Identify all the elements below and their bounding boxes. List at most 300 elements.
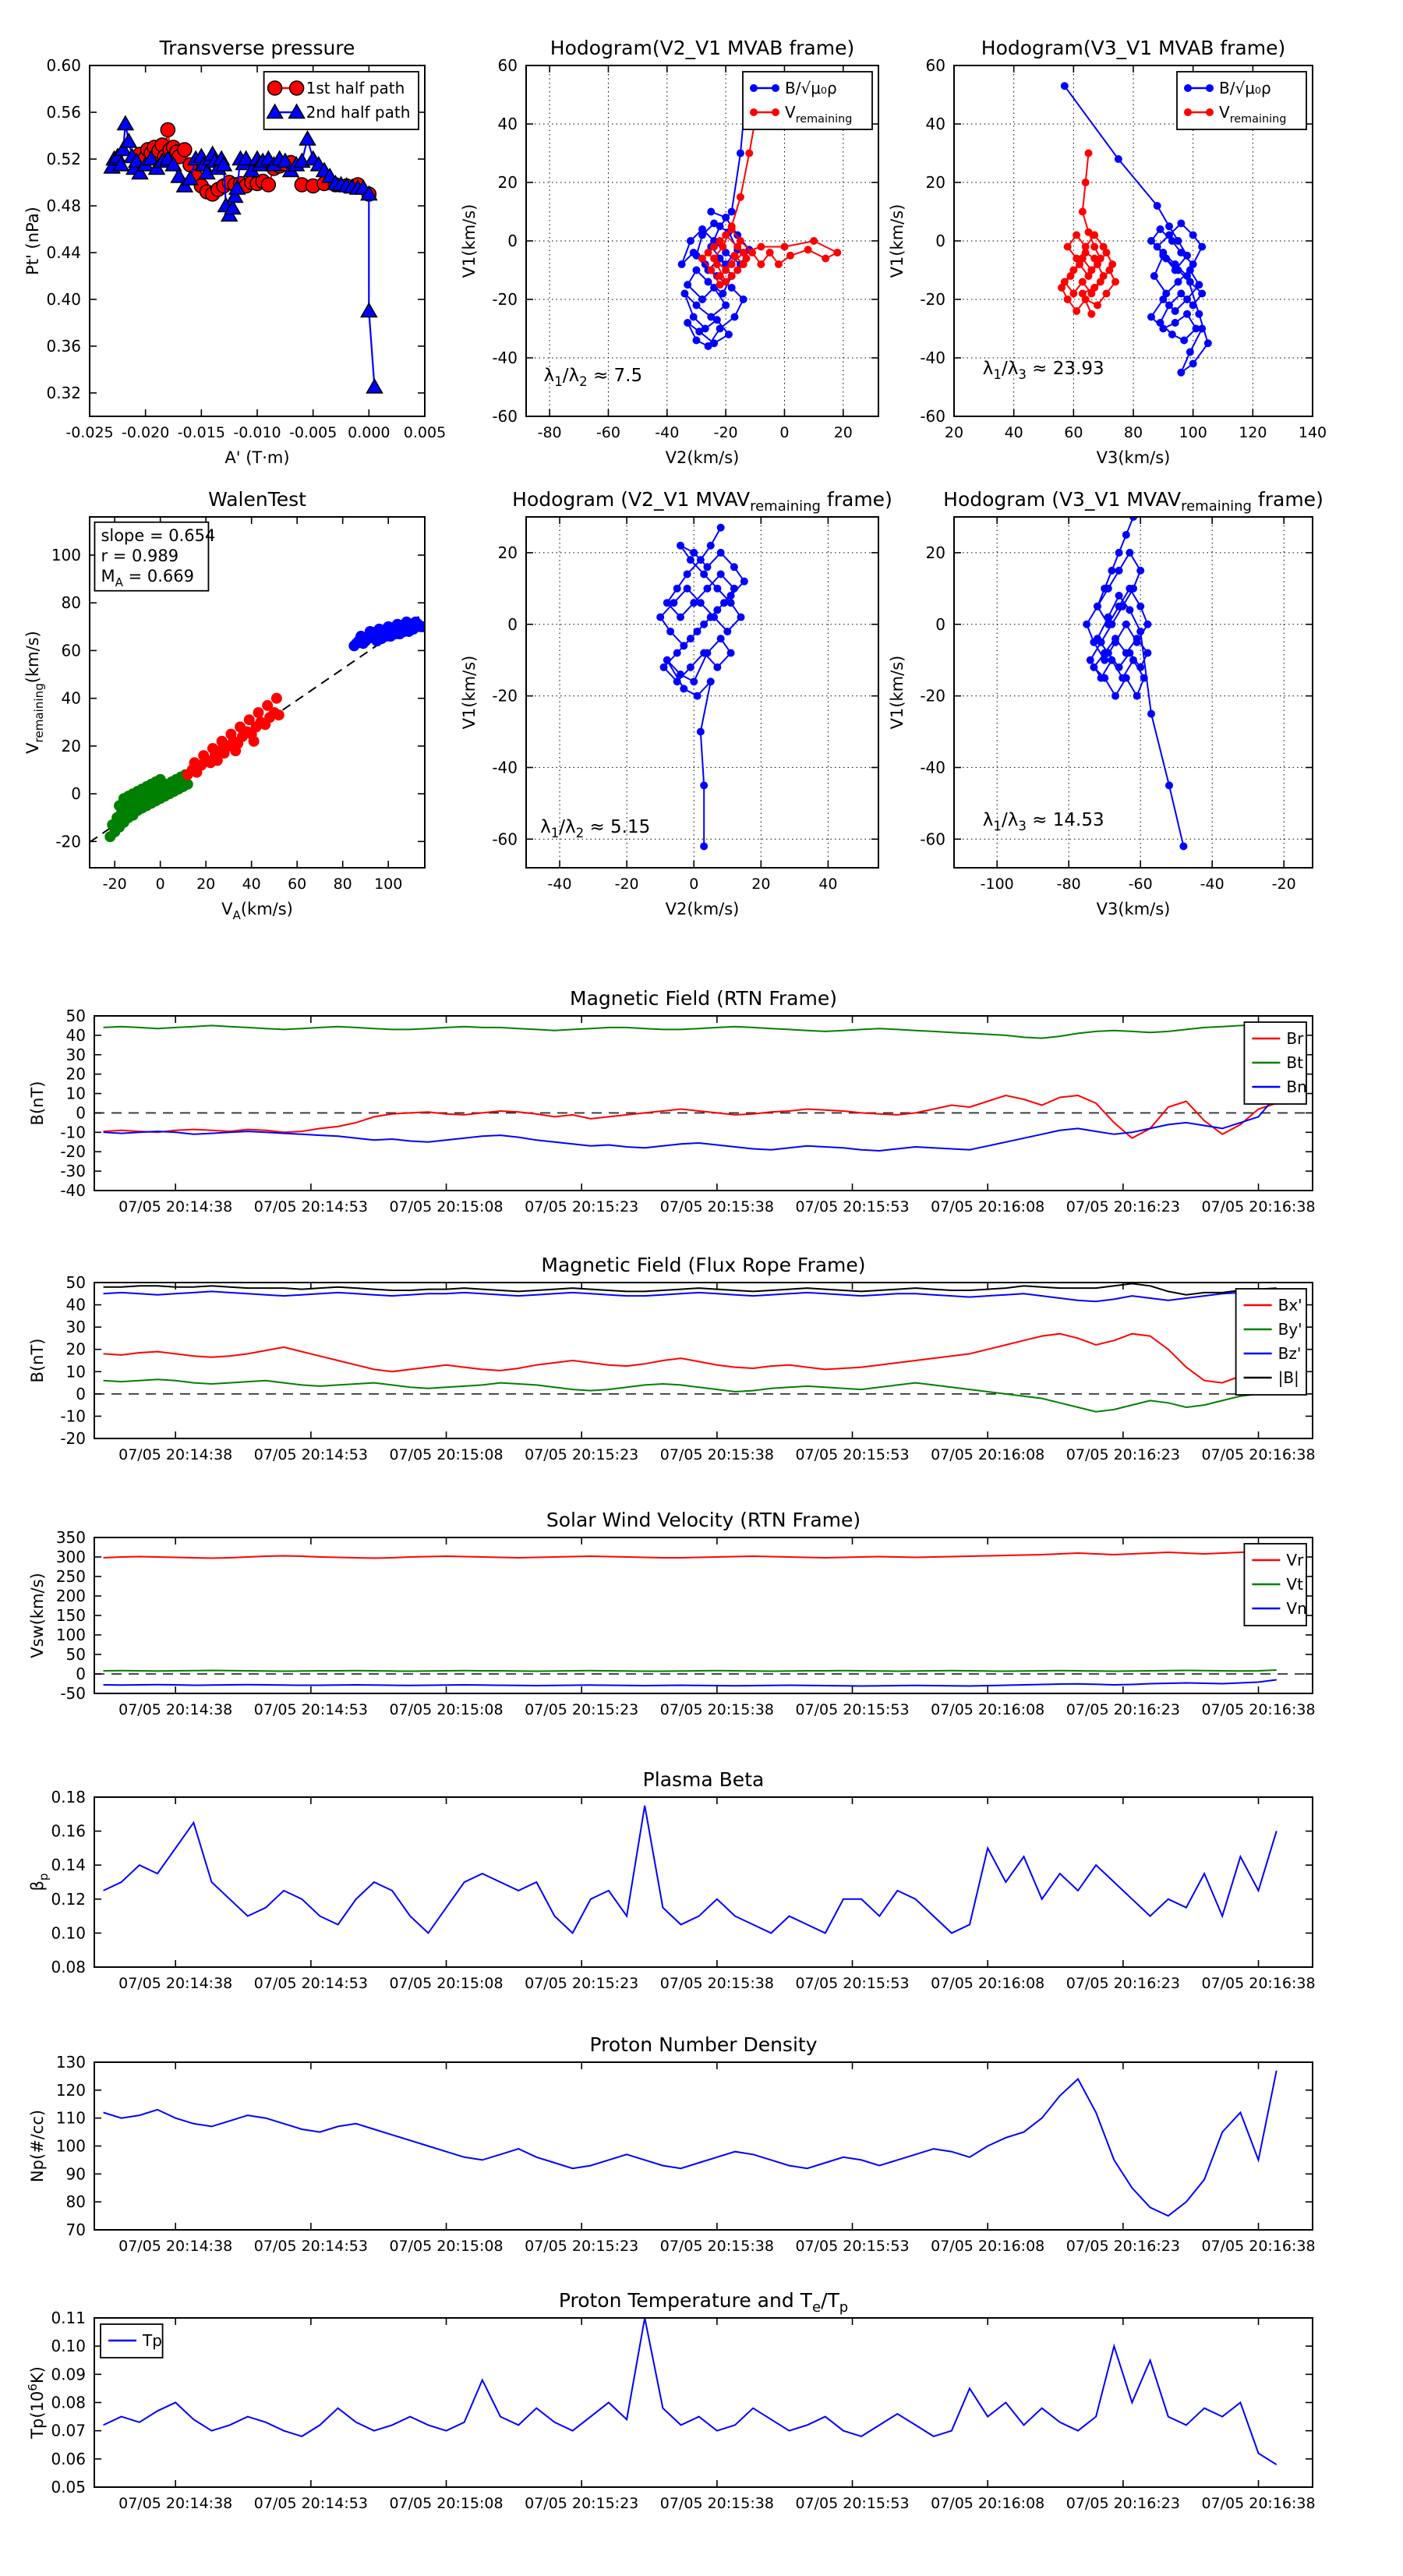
x-tick-label: 40 bbox=[818, 876, 838, 893]
x-tick-label: 07/05 20:15:53 bbox=[795, 1198, 910, 1215]
circle-marker bbox=[1069, 290, 1077, 298]
y-tick-label: -20 bbox=[492, 290, 518, 309]
y-tick-label: 20 bbox=[497, 173, 518, 192]
legend-label: B/√μ₀ρ bbox=[785, 79, 837, 97]
circle-marker bbox=[703, 563, 711, 571]
circle-marker bbox=[1183, 272, 1191, 280]
circle-marker bbox=[750, 108, 758, 116]
chart-vsw-rtn bbox=[28, 1509, 1316, 1718]
circle-marker bbox=[1090, 663, 1097, 671]
circle-marker bbox=[1079, 208, 1087, 216]
circle-marker bbox=[253, 707, 263, 718]
y-tick-label: 120 bbox=[55, 2080, 86, 2100]
x-tick-label: -40 bbox=[655, 424, 680, 441]
y-tick-label: -10 bbox=[60, 1407, 86, 1426]
circle-marker bbox=[748, 249, 756, 257]
circle-marker bbox=[786, 252, 794, 260]
circle-marker bbox=[713, 316, 721, 324]
y-tick-label: -20 bbox=[60, 1142, 86, 1162]
circle-marker bbox=[745, 150, 753, 157]
circle-marker bbox=[722, 278, 730, 286]
circle-marker bbox=[290, 81, 304, 95]
circle-marker bbox=[728, 284, 736, 292]
y-tick-label: -60 bbox=[920, 830, 945, 849]
circle-marker bbox=[737, 237, 744, 245]
chart-title: Hodogram(V2_V1 MVAB frame) bbox=[550, 37, 855, 59]
circle-marker bbox=[656, 614, 664, 621]
plot-area bbox=[94, 1797, 1313, 1967]
y-tick-label: 20 bbox=[61, 736, 81, 755]
circle-marker bbox=[757, 260, 765, 268]
circle-marker bbox=[1083, 621, 1090, 628]
x-tick-label: 07/05 20:15:53 bbox=[795, 2495, 910, 2512]
plot-area bbox=[94, 2062, 1313, 2230]
y-tick-label: 350 bbox=[55, 1528, 86, 1547]
y-tick-label: -20 bbox=[60, 1429, 86, 1448]
circle-marker bbox=[810, 237, 818, 245]
x-tick-label: 100 bbox=[374, 876, 403, 893]
circle-marker bbox=[1172, 260, 1179, 268]
x-tick-label: 07/05 20:16:38 bbox=[1201, 2238, 1316, 2255]
x-tick-label: 20 bbox=[833, 424, 853, 441]
y-tick-label: 100 bbox=[51, 545, 81, 564]
circle-marker bbox=[1147, 237, 1155, 245]
y-tick-label: 250 bbox=[55, 1567, 86, 1586]
x-tick-label: 07/05 20:14:38 bbox=[118, 1975, 233, 1992]
chart-title: Magnetic Field (RTN Frame) bbox=[570, 987, 837, 1010]
circle-marker bbox=[1189, 302, 1197, 310]
y-tick-label: 0.06 bbox=[51, 2449, 86, 2468]
x-tick-label: 07/05 20:15:38 bbox=[659, 2238, 774, 2255]
x-tick-label: 07/05 20:15:08 bbox=[389, 1446, 504, 1463]
circle-marker bbox=[1103, 290, 1111, 298]
circle-marker bbox=[698, 255, 706, 263]
x-tick-label: -80 bbox=[537, 424, 562, 441]
circle-marker bbox=[189, 757, 200, 768]
circle-marker bbox=[1104, 585, 1112, 593]
circle-marker bbox=[666, 628, 674, 635]
x-tick-label: 07/05 20:15:53 bbox=[795, 1975, 910, 1992]
chart-plasma-beta bbox=[28, 1768, 1316, 1992]
circle-marker bbox=[772, 84, 779, 92]
circle-marker bbox=[1094, 635, 1101, 642]
x-tick-label: 07/05 20:15:38 bbox=[659, 1446, 774, 1463]
x-tick-label: 07/05 20:14:53 bbox=[253, 1198, 368, 1215]
circle-marker bbox=[687, 237, 694, 245]
y-tick-label: -20 bbox=[492, 686, 518, 706]
x-tick-label: -20 bbox=[102, 876, 127, 893]
circle-marker bbox=[217, 736, 228, 747]
y-axis-label: $V_{remaining}(km/s)$ bbox=[23, 631, 46, 754]
x-tick-label: 07/05 20:14:53 bbox=[253, 2238, 368, 2255]
plot-area bbox=[94, 1283, 1313, 1438]
chart-title: Proton Temperature and $T_e/T_p$ bbox=[558, 2289, 849, 2316]
circle-marker bbox=[690, 249, 698, 257]
circle-marker bbox=[680, 290, 688, 298]
circle-marker bbox=[719, 290, 726, 298]
circle-marker bbox=[737, 614, 745, 621]
legend-label: Vn bbox=[1286, 1599, 1307, 1618]
circle-marker bbox=[235, 721, 246, 732]
x-tick-label: -20 bbox=[614, 876, 639, 893]
x-tick-label: 07/05 20:16:08 bbox=[931, 2495, 1045, 2512]
y-tick-label: -40 bbox=[920, 758, 945, 777]
x-tick-label: -60 bbox=[595, 424, 620, 441]
circle-marker bbox=[717, 524, 725, 532]
circle-marker bbox=[1126, 606, 1133, 614]
circle-marker bbox=[713, 585, 721, 593]
circle-marker bbox=[1090, 243, 1098, 251]
circle-marker bbox=[775, 260, 783, 268]
x-tick-label: 0 bbox=[155, 876, 165, 893]
y-tick-label: 40 bbox=[65, 1295, 86, 1315]
circle-marker bbox=[1165, 222, 1173, 230]
x-tick-label: 07/05 20:15:23 bbox=[525, 2495, 639, 2512]
circle-marker bbox=[1143, 649, 1151, 656]
y-tick-label: 0.11 bbox=[51, 2309, 86, 2327]
x-tick-label: 07/05 20:15:38 bbox=[659, 1975, 774, 1992]
circle-marker bbox=[695, 327, 703, 335]
y-axis-label: Np(#/cc) bbox=[28, 2109, 47, 2183]
x-axis-label: V2(km/s) bbox=[665, 900, 740, 918]
circle-marker bbox=[155, 774, 166, 785]
circle-marker bbox=[698, 225, 706, 233]
circle-marker bbox=[268, 81, 282, 95]
x-tick-label: 07/05 20:16:08 bbox=[931, 1198, 1045, 1215]
x-tick-label: 20 bbox=[944, 424, 964, 441]
x-tick-label: -60 bbox=[1128, 876, 1153, 893]
circle-marker bbox=[697, 599, 705, 607]
legend-label: |B| bbox=[1278, 1368, 1299, 1387]
y-tick-label: -50 bbox=[60, 1684, 86, 1703]
circle-marker bbox=[1100, 272, 1108, 280]
x-tick-label: 07/05 20:15:38 bbox=[659, 1701, 774, 1718]
circle-marker bbox=[1073, 255, 1080, 263]
chart-title: Solar Wind Velocity (RTN Frame) bbox=[546, 1509, 861, 1531]
y-tick-label: 0 bbox=[935, 232, 945, 250]
x-tick-label: 07/05 20:16:38 bbox=[1201, 2495, 1316, 2512]
circle-marker bbox=[1177, 290, 1185, 298]
circle-marker bbox=[723, 628, 731, 635]
legend-label: Bx' bbox=[1278, 1296, 1302, 1315]
circle-marker bbox=[690, 599, 698, 607]
circle-marker bbox=[705, 342, 712, 350]
circle-marker bbox=[680, 685, 687, 692]
circle-marker bbox=[707, 208, 715, 216]
annotation: $\lambda_1/\lambda_3 \approx 14.53$ bbox=[982, 810, 1104, 833]
x-tick-label: 07/05 20:16:23 bbox=[1066, 2238, 1180, 2255]
circle-marker bbox=[1198, 325, 1206, 333]
y-tick-label: 10 bbox=[65, 1084, 86, 1103]
x-tick-label: 07/05 20:16:38 bbox=[1201, 1198, 1316, 1215]
circle-marker bbox=[707, 542, 715, 550]
circle-marker bbox=[1195, 281, 1203, 288]
x-tick-label: -40 bbox=[547, 876, 572, 893]
circle-marker bbox=[394, 628, 405, 639]
y-tick-label: -40 bbox=[492, 349, 518, 367]
x-tick-label: -0.010 bbox=[233, 424, 281, 441]
y-tick-label: -20 bbox=[55, 832, 81, 851]
circle-marker bbox=[1115, 549, 1123, 557]
circle-marker bbox=[1177, 220, 1185, 228]
x-tick-label: 140 bbox=[1298, 424, 1327, 441]
x-tick-label: 07/05 20:14:38 bbox=[118, 1446, 233, 1463]
x-tick-label: 07/05 20:16:08 bbox=[931, 1701, 1045, 1718]
y-tick-label: 0.36 bbox=[46, 337, 81, 356]
y-tick-label: 0.44 bbox=[46, 243, 81, 262]
circle-marker bbox=[730, 585, 738, 593]
y-tick-label: 60 bbox=[61, 641, 81, 660]
circle-marker bbox=[1087, 656, 1094, 664]
circle-marker bbox=[1136, 628, 1144, 635]
circle-marker bbox=[733, 267, 741, 274]
circle-marker bbox=[261, 178, 275, 192]
circle-marker bbox=[1108, 621, 1115, 628]
chart-title: WalenTest bbox=[208, 488, 306, 511]
x-tick-label: 07/05 20:16:38 bbox=[1201, 1701, 1316, 1718]
circle-marker bbox=[700, 621, 708, 628]
circle-marker bbox=[757, 243, 765, 251]
y-tick-label: 90 bbox=[65, 2164, 86, 2184]
circle-marker bbox=[1101, 674, 1108, 682]
circle-marker bbox=[722, 302, 730, 310]
circle-marker bbox=[710, 243, 718, 251]
x-tick-label: 07/05 20:14:53 bbox=[253, 1975, 368, 1992]
chart-mag-rtn bbox=[28, 987, 1316, 1215]
x-tick-label: 07/05 20:15:08 bbox=[389, 2495, 504, 2512]
annotation: $\lambda_1/\lambda_2 \approx 7.5$ bbox=[543, 366, 643, 389]
circle-marker bbox=[833, 249, 841, 257]
circle-marker bbox=[1189, 360, 1197, 368]
circle-marker bbox=[1184, 108, 1192, 116]
x-tick-label: 100 bbox=[1179, 424, 1207, 441]
y-tick-label: -30 bbox=[60, 1162, 86, 1181]
x-tick-label: -80 bbox=[1056, 876, 1081, 893]
circle-marker bbox=[717, 570, 725, 578]
y-tick-label: 0.48 bbox=[46, 196, 81, 215]
circle-marker bbox=[725, 331, 733, 338]
circle-marker bbox=[727, 649, 735, 656]
y-tick-label: 110 bbox=[55, 2108, 86, 2128]
circle-marker bbox=[1111, 692, 1119, 700]
x-tick-label: 07/05 20:15:08 bbox=[389, 1701, 504, 1718]
circle-marker bbox=[1165, 302, 1173, 310]
circle-marker bbox=[677, 614, 684, 621]
y-tick-label: 0.16 bbox=[51, 1821, 86, 1841]
circle-marker bbox=[271, 693, 282, 704]
y-tick-label: 0.56 bbox=[46, 103, 81, 122]
circle-marker bbox=[1100, 243, 1108, 251]
x-tick-label: 07/05 20:15:53 bbox=[795, 2238, 910, 2255]
circle-marker bbox=[670, 599, 677, 607]
circle-marker bbox=[1111, 635, 1119, 642]
circle-marker bbox=[1067, 272, 1075, 280]
circle-marker bbox=[673, 678, 681, 685]
circle-marker bbox=[1198, 290, 1206, 298]
y-axis-label: B(nT) bbox=[28, 1338, 47, 1383]
y-tick-label: -40 bbox=[920, 349, 945, 367]
circle-marker bbox=[663, 656, 671, 664]
chart-title: Magnetic Field (Flux Rope Frame) bbox=[541, 1254, 866, 1276]
x-tick-label: 20 bbox=[751, 876, 771, 893]
circle-marker bbox=[780, 243, 788, 251]
circle-marker bbox=[822, 255, 829, 263]
legend-label: Bz' bbox=[1278, 1344, 1302, 1363]
circle-marker bbox=[1159, 249, 1167, 257]
chart-proton-density bbox=[28, 2033, 1316, 2255]
circle-marker bbox=[1073, 232, 1080, 239]
circle-marker bbox=[703, 585, 711, 593]
y-tick-label: 60 bbox=[925, 56, 945, 75]
x-tick-label: 07/05 20:16:38 bbox=[1201, 1975, 1316, 1992]
circle-marker bbox=[1126, 549, 1133, 557]
y-tick-label: 0.07 bbox=[51, 2421, 86, 2440]
chart-hodogram-v3v1-mvab bbox=[888, 37, 1327, 467]
circle-marker bbox=[1157, 319, 1164, 327]
circle-marker bbox=[690, 549, 698, 557]
y-tick-label: 0.08 bbox=[51, 1958, 86, 1976]
circle-marker bbox=[1122, 531, 1130, 539]
x-tick-label: 07/05 20:16:23 bbox=[1066, 1198, 1180, 1215]
y-tick-label: 20 bbox=[925, 543, 945, 562]
y-tick-label: 0.05 bbox=[51, 2478, 86, 2496]
legend-label: B/√μ₀ρ bbox=[1219, 79, 1271, 97]
chart-walen-test bbox=[23, 488, 428, 922]
x-tick-label: -0.015 bbox=[177, 424, 225, 441]
circle-marker bbox=[1126, 649, 1133, 656]
circle-marker bbox=[1168, 237, 1176, 245]
chart-transverse-pressure bbox=[23, 37, 446, 467]
circle-marker bbox=[692, 337, 700, 345]
circle-marker bbox=[659, 663, 667, 671]
x-tick-label: 07/05 20:15:38 bbox=[659, 1198, 774, 1215]
circle-marker bbox=[212, 755, 223, 766]
chart-hodogram-v3v1-mvav bbox=[888, 488, 1323, 918]
circle-marker bbox=[1111, 278, 1119, 286]
circle-marker bbox=[182, 779, 193, 790]
circle-marker bbox=[687, 556, 694, 564]
y-tick-label: 30 bbox=[65, 1318, 86, 1337]
circle-marker bbox=[225, 729, 236, 740]
circle-marker bbox=[1147, 313, 1155, 321]
circle-marker bbox=[274, 709, 284, 720]
plot-area bbox=[94, 2318, 1313, 2487]
circle-marker bbox=[1183, 310, 1191, 318]
circle-marker bbox=[772, 108, 779, 116]
y-tick-label: 0.52 bbox=[46, 150, 81, 168]
chart-hodogram-v2v1-mvab bbox=[460, 37, 878, 467]
y-tick-label: 60 bbox=[497, 56, 518, 75]
y-axis-label: V1(km/s) bbox=[888, 203, 906, 278]
circle-marker bbox=[680, 642, 687, 649]
circle-marker bbox=[1206, 108, 1214, 116]
legend-label: $V_{remaining}$ bbox=[785, 103, 853, 126]
circle-marker bbox=[1087, 310, 1095, 318]
circle-marker bbox=[677, 671, 684, 678]
x-tick-label: 40 bbox=[1004, 424, 1023, 441]
x-tick-label: -0.020 bbox=[122, 424, 170, 441]
circle-marker bbox=[722, 232, 730, 239]
x-tick-label: 60 bbox=[288, 876, 307, 893]
circle-marker bbox=[1157, 225, 1164, 233]
x-tick-label: 07/05 20:15:53 bbox=[795, 1446, 910, 1463]
chart-title: Transverse pressure bbox=[159, 37, 355, 59]
circle-marker bbox=[684, 570, 691, 578]
circle-marker bbox=[722, 267, 730, 274]
circle-marker bbox=[1108, 656, 1115, 664]
circle-marker bbox=[692, 302, 700, 310]
chart-title: Plasma Beta bbox=[642, 1768, 765, 1791]
x-tick-label: 07/05 20:16:38 bbox=[1201, 1446, 1316, 1463]
circle-marker bbox=[1136, 603, 1144, 610]
y-tick-label: 0.08 bbox=[51, 2393, 86, 2412]
circle-marker bbox=[1090, 255, 1098, 263]
x-tick-label: 07/05 20:15:08 bbox=[389, 1975, 504, 1992]
y-tick-label: 300 bbox=[55, 1548, 86, 1566]
x-tick-label: 07/05 20:15:23 bbox=[525, 1975, 639, 1992]
x-tick-label: -0.025 bbox=[65, 424, 114, 441]
y-tick-label: 20 bbox=[497, 543, 518, 562]
circle-marker bbox=[1082, 179, 1090, 186]
y-tick-label: 0.32 bbox=[46, 384, 81, 402]
y-tick-label: 0 bbox=[76, 1665, 86, 1683]
x-tick-label: 07/05 20:15:23 bbox=[525, 2238, 639, 2255]
circle-marker bbox=[713, 663, 721, 671]
circle-marker bbox=[705, 249, 712, 257]
y-tick-label: 50 bbox=[65, 1273, 86, 1292]
y-tick-label: 0 bbox=[76, 1384, 86, 1403]
circle-marker bbox=[1104, 614, 1112, 621]
x-tick-label: 07/05 20:14:38 bbox=[118, 1701, 233, 1718]
circle-marker bbox=[728, 260, 736, 268]
circle-marker bbox=[1094, 302, 1101, 310]
circle-marker bbox=[717, 635, 725, 642]
circle-marker bbox=[1136, 663, 1144, 671]
circle-marker bbox=[722, 214, 730, 221]
circle-marker bbox=[804, 246, 812, 253]
plot-area bbox=[526, 517, 878, 868]
y-axis-label: Vsw(km/s) bbox=[28, 1573, 47, 1658]
x-axis-label: V3(km/s) bbox=[1096, 900, 1171, 918]
legend-label: Vr bbox=[1286, 1551, 1304, 1569]
circle-marker bbox=[740, 578, 748, 586]
circle-marker bbox=[687, 663, 694, 671]
y-tick-label: 20 bbox=[65, 1064, 86, 1084]
y-axis-label: Pt' (nPa) bbox=[23, 207, 42, 275]
x-tick-label: 0 bbox=[779, 424, 790, 441]
circle-marker bbox=[1147, 710, 1155, 718]
circle-marker bbox=[1073, 307, 1080, 315]
circle-marker bbox=[1058, 284, 1066, 292]
circle-marker bbox=[690, 678, 698, 685]
circle-marker bbox=[728, 208, 736, 216]
annotation: $\lambda_1/\lambda_2 \approx 5.15$ bbox=[540, 817, 651, 840]
y-tick-label: 0.10 bbox=[51, 1923, 86, 1943]
x-tick-label: 20 bbox=[196, 876, 216, 893]
circle-marker bbox=[230, 745, 241, 756]
circle-marker bbox=[737, 193, 744, 201]
circle-marker bbox=[684, 585, 691, 593]
circle-marker bbox=[114, 800, 125, 811]
circle-marker bbox=[1064, 295, 1072, 303]
x-tick-label: 07/05 20:15:38 bbox=[659, 2495, 774, 2512]
circle-marker bbox=[716, 237, 724, 245]
circle-marker bbox=[1122, 621, 1130, 628]
legend-label: Br bbox=[1286, 1029, 1304, 1048]
x-tick-label: 07/05 20:15:23 bbox=[525, 1446, 639, 1463]
circle-marker bbox=[727, 599, 735, 607]
y-axis-label: V1(km/s) bbox=[460, 203, 479, 278]
